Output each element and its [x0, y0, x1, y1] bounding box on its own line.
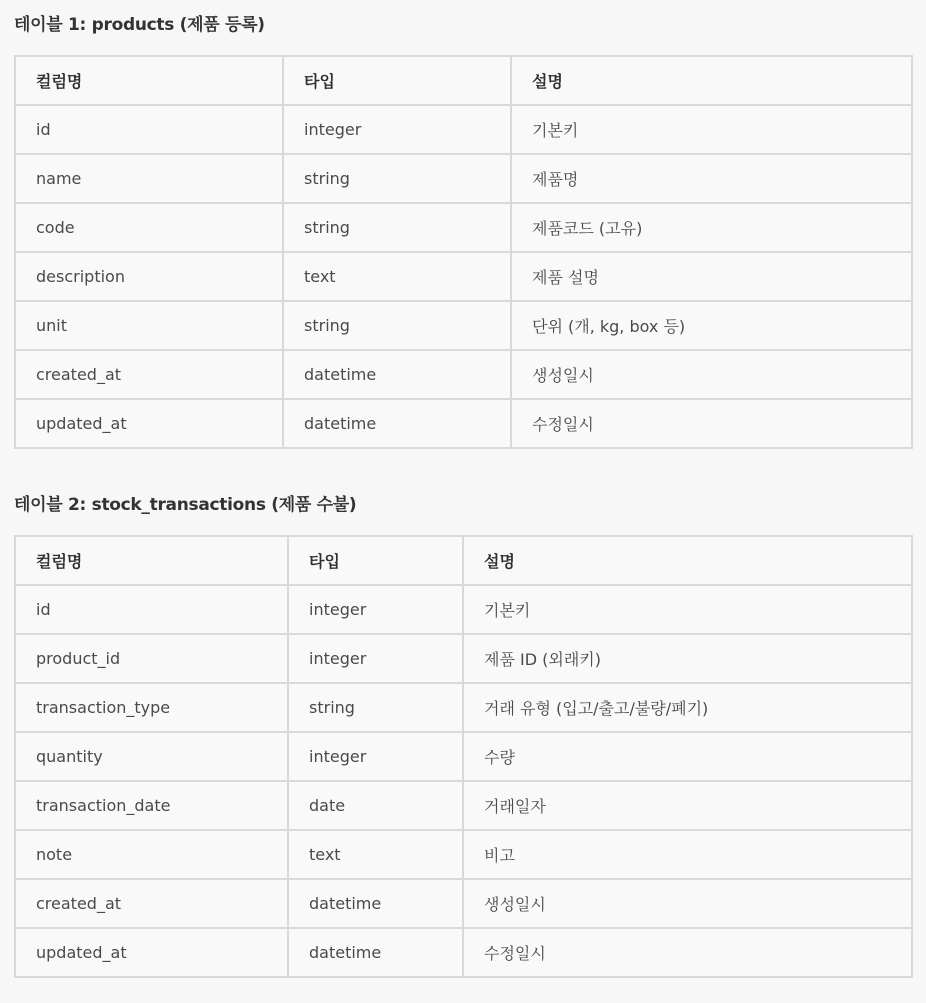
- cell-column-name: transaction_date: [15, 781, 288, 830]
- column-header-name: 컬럼명: [15, 536, 288, 585]
- cell-description: 제품코드 (고유): [511, 203, 912, 252]
- table-row: [15, 301, 912, 350]
- cell-column-name: note: [15, 830, 288, 879]
- products-table-title: 테이블 1: products (제품 등록): [14, 15, 265, 35]
- table-row: [15, 781, 912, 830]
- stock-transactions-schema-table: [14, 535, 913, 978]
- cell-description: 제품명: [511, 154, 912, 203]
- cell-description: 제품 ID (외래키): [463, 634, 912, 683]
- cell-column-name: id: [15, 105, 283, 154]
- table-row: [15, 634, 912, 683]
- cell-column-name: created_at: [15, 879, 288, 928]
- cell-type: datetime: [288, 879, 463, 928]
- cell-column-name: unit: [15, 301, 283, 350]
- cell-column-name: transaction_type: [15, 683, 288, 732]
- cell-type: integer: [288, 585, 463, 634]
- cell-column-name: quantity: [15, 732, 288, 781]
- cell-description: 거래 유형 (입고/출고/불량/폐기): [463, 683, 912, 732]
- table-row: [15, 252, 912, 301]
- cell-type: datetime: [283, 399, 511, 448]
- cell-description: 수정일시: [511, 399, 912, 448]
- table-row: [15, 732, 912, 781]
- table-row: [15, 879, 912, 928]
- cell-description: 제품 설명: [511, 252, 912, 301]
- table-row: [15, 683, 912, 732]
- table-row: [15, 830, 912, 879]
- table-header-row: [15, 56, 912, 105]
- cell-type: integer: [283, 105, 511, 154]
- cell-type: integer: [288, 634, 463, 683]
- table-header-row: [15, 536, 912, 585]
- cell-description: 생성일시: [511, 350, 912, 399]
- products-schema-table: [14, 55, 913, 449]
- cell-description: 기본키: [463, 585, 912, 634]
- cell-type: datetime: [288, 928, 463, 977]
- column-header-name: 컬럼명: [15, 56, 283, 105]
- table-row: [15, 105, 912, 154]
- cell-type: text: [288, 830, 463, 879]
- cell-type: string: [288, 683, 463, 732]
- cell-column-name: product_id: [15, 634, 288, 683]
- stock-transactions-table-title: 테이블 2: stock_transactions (제품 수불): [14, 495, 357, 515]
- table-row: [15, 154, 912, 203]
- cell-type: string: [283, 203, 511, 252]
- cell-type: datetime: [283, 350, 511, 399]
- cell-column-name: updated_at: [15, 399, 283, 448]
- table-row: [15, 928, 912, 977]
- table-row: [15, 203, 912, 252]
- cell-column-name: description: [15, 252, 283, 301]
- cell-type: string: [283, 301, 511, 350]
- table-row: [15, 585, 912, 634]
- column-header-description: 설명: [463, 536, 912, 585]
- cell-type: string: [283, 154, 511, 203]
- cell-description: 수정일시: [463, 928, 912, 977]
- cell-description: 수량: [463, 732, 912, 781]
- cell-column-name: created_at: [15, 350, 283, 399]
- cell-description: 비고: [463, 830, 912, 879]
- cell-column-name: id: [15, 585, 288, 634]
- cell-type: date: [288, 781, 463, 830]
- cell-description: 생성일시: [463, 879, 912, 928]
- cell-description: 거래일자: [463, 781, 912, 830]
- cell-type: integer: [288, 732, 463, 781]
- table-row: [15, 399, 912, 448]
- column-header-type: 타입: [288, 536, 463, 585]
- cell-type: text: [283, 252, 511, 301]
- table-row: [15, 350, 912, 399]
- column-header-type: 타입: [283, 56, 511, 105]
- column-header-description: 설명: [511, 56, 912, 105]
- cell-column-name: updated_at: [15, 928, 288, 977]
- cell-description: 기본키: [511, 105, 912, 154]
- cell-description: 단위 (개, kg, box 등): [511, 301, 912, 350]
- cell-column-name: code: [15, 203, 283, 252]
- cell-column-name: name: [15, 154, 283, 203]
